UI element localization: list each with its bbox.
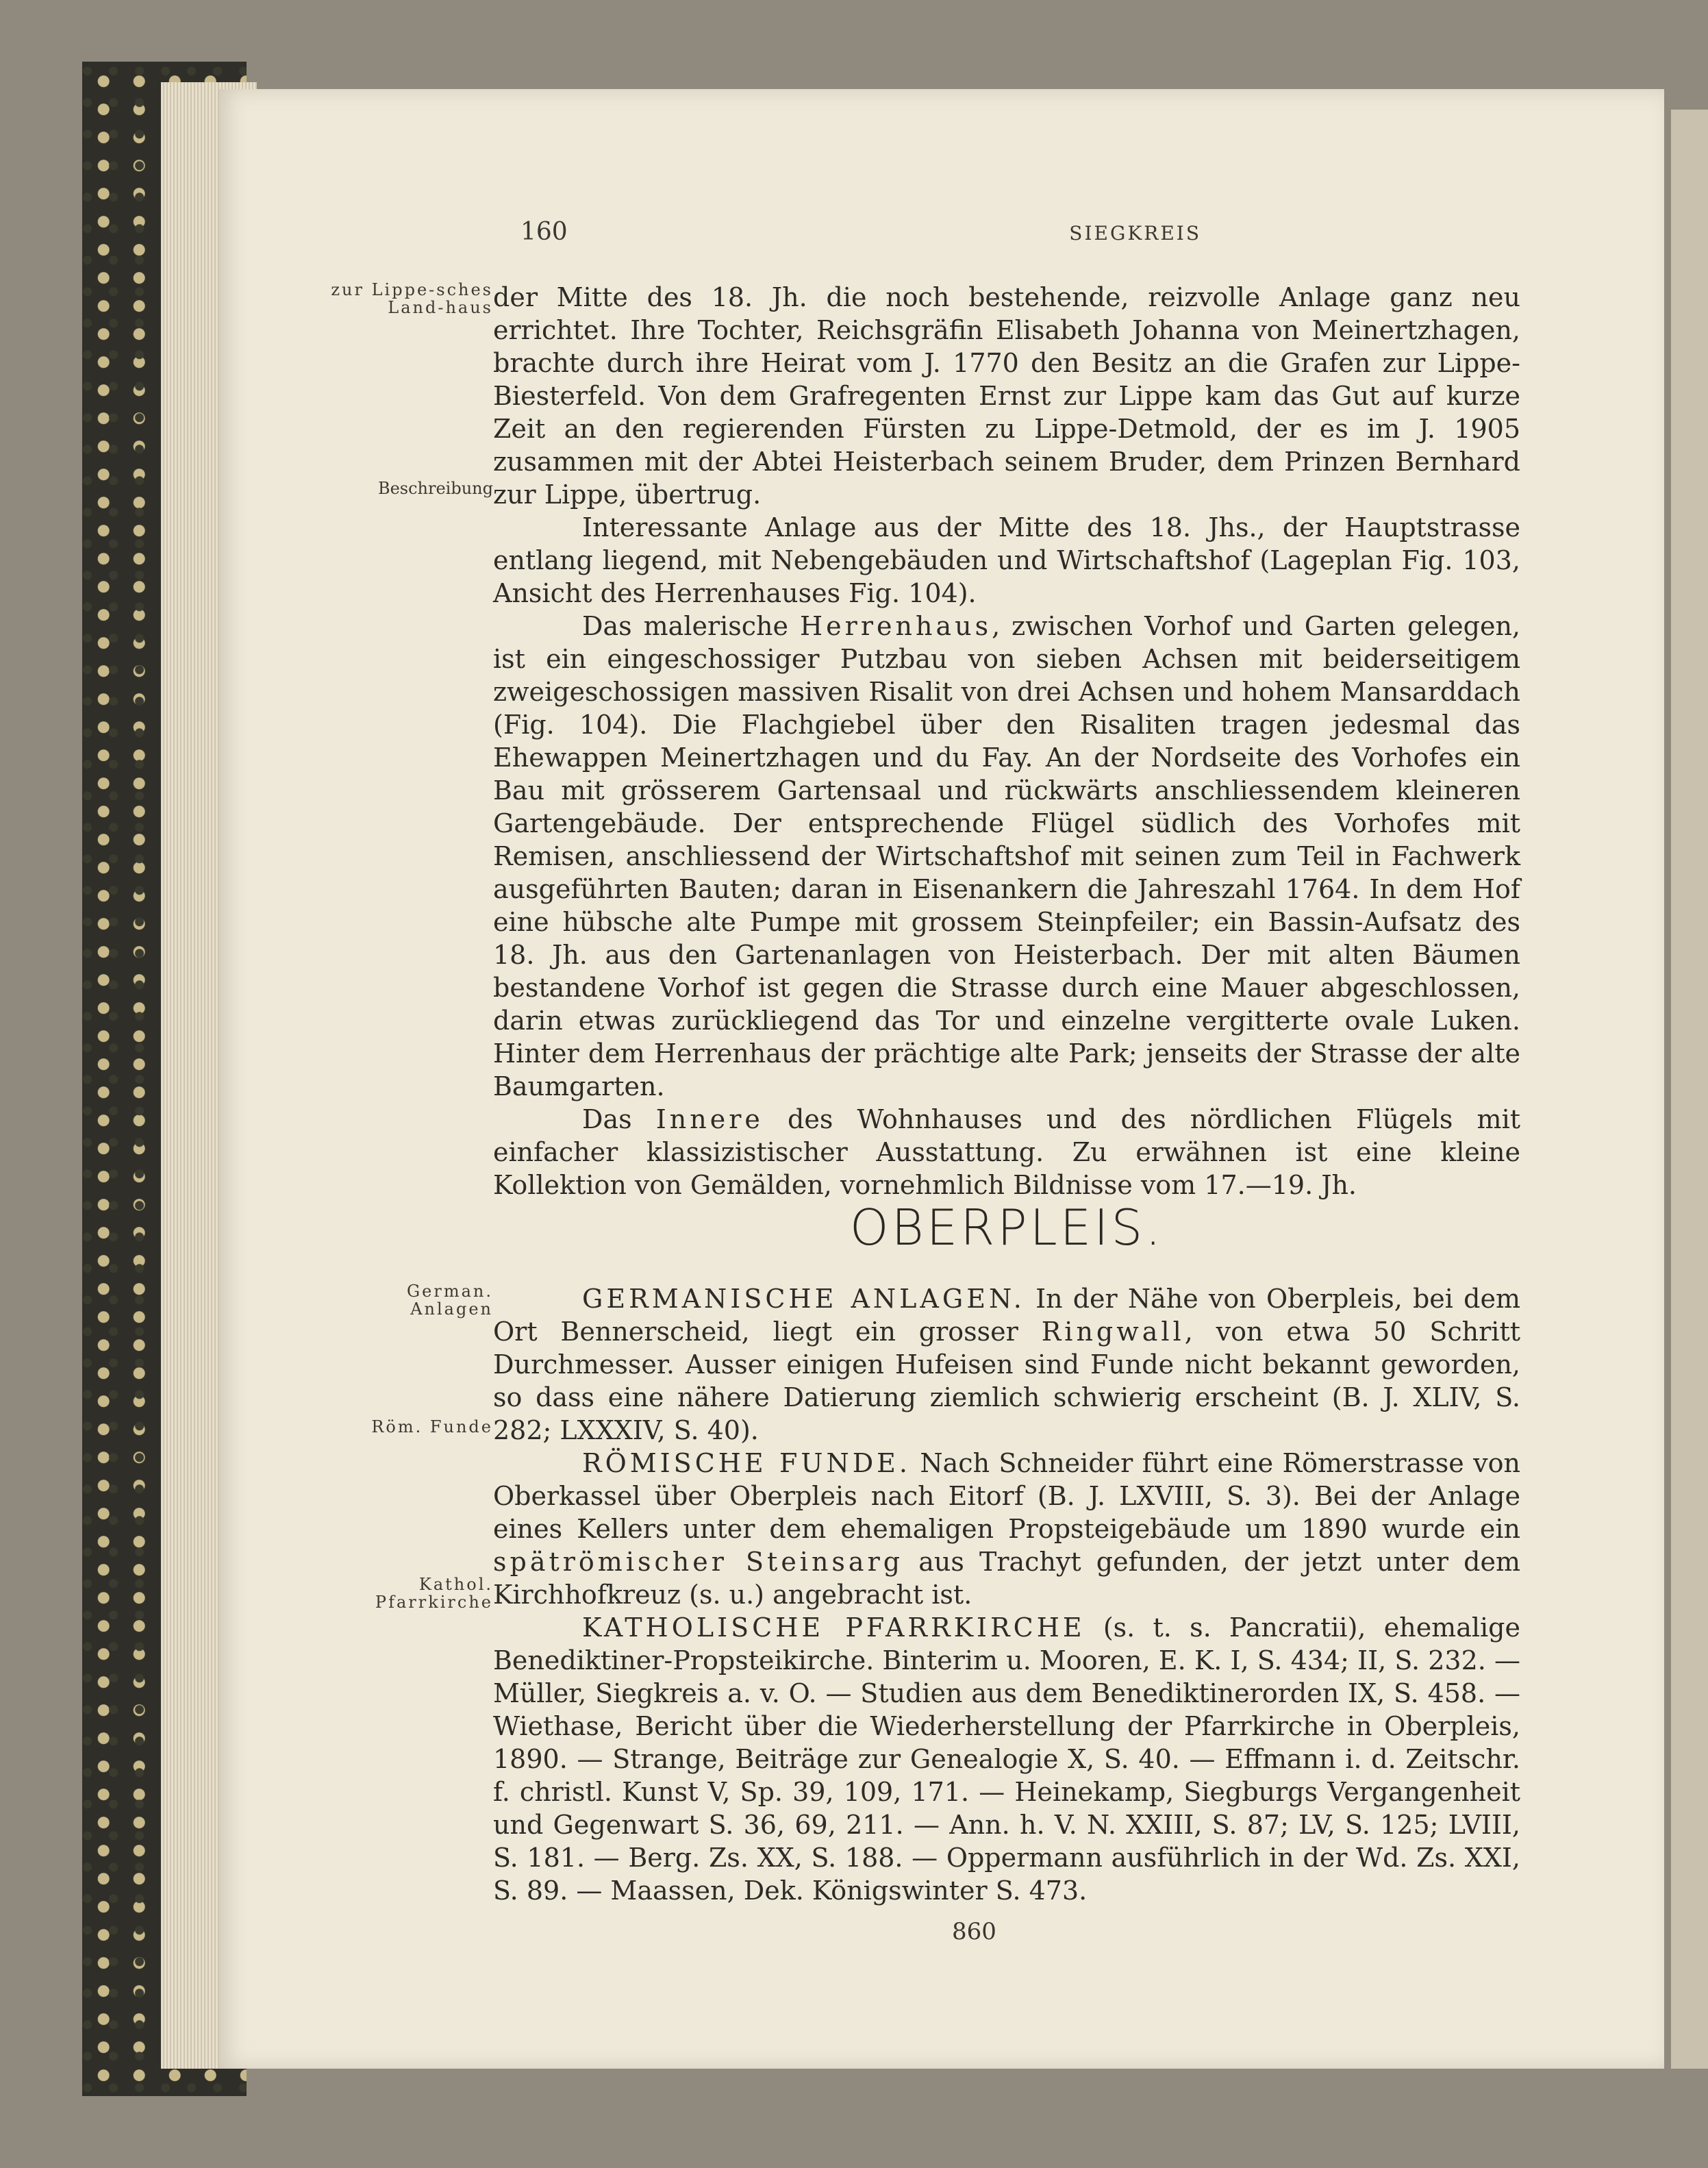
paragraph-1: der Mitte des 18. Jh. die noch bestehende, reizvolle Anlage ganz neu errichtet. Ihre Tochter, Reichsgräfin Elisabeth Johanna von Meinertzhagen, brachte durch ihre Heirat vom J. 1770 den Besitz an die Grafen zur Lippe-Biesterfeld. Von dem Grafregenten Ernst zur Lippe kam das Gut auf kurze Zeit an den regierenden Fürsten zu Lippe-Detmold, der es im J. 1905 zusammen mit der Abtei Heisterbach seinem Bruder, dem Prinzen Bernhard zur Lippe, übertrug. xyxy=(493,282,1520,510)
margin-note-roem: Röm. Funde xyxy=(371,1417,493,1436)
p3-spaced: Herrenhaus xyxy=(800,611,992,641)
roem-text-a: Nach Schneider führt eine Römerstrasse von Oberkassel über Oberpleis nach Eitorf (B. J. LXVIII, S. 3). Bei der Anlage eines Kellers unter dem ehemaligen Propsteigebäude um 1890 wurde ein xyxy=(493,1448,1520,1544)
margin-note-beschreibung: Beschreibung xyxy=(377,479,493,498)
steinsarg: spätrömischer Steinsarg xyxy=(493,1547,904,1577)
ringwall: Ringwall xyxy=(1041,1317,1185,1347)
roem-heading: RÖMISCHE FUNDE. xyxy=(582,1448,911,1478)
p3-rest: , zwischen Vorhof und Garten gelegen, ist ein eingeschossiger Putzbau von sieben Achsen mit beiderseitigem zweigeschossigen massiven Risalit von drei Achsen und hohem Mansarddach (Fig. 104). Die Flachgiebel über den Risaliten tragen jedesmal das Ehewappen Meinertzhagen und du Fay. An der Nordseite des Vorhofes ein Bau mit grösserem Gartensaal und rückwärts anschliessendem kleineren Gartengebäude. Der entsprechende Flügel südlich des Vorhofes mit Remisen, anschliessend der Wirtschaftshof mit seinen zum Teil in Fachwerk ausgeführten Bauten; daran in Eisenankern die Jahreszahl 1764. In dem Hof eine hübsche alte Pumpe mit grossem Steinpfeiler; ein Bassin-Aufsatz des 18. Jh. aus den Gartenanlagen von Heisterbach. Der mit alten Bäumen bestandene Vorhof ist gegen die Strasse durch eine Mauer abgeschlossen, darin etwas zurückliegend das Tor und einzelne vergitterte ovale Luken. Hinter dem Herrenhaus der prächtige alte Park; jenseits der Strasse der alte Baumgarten. xyxy=(493,611,1520,1101)
p4-rest: des Wohnhauses und des nördlichen Flügels mit einfacher klassizistischer Ausstattung. Zu erwähnen ist eine kleine Kollektion von Gemälden, vornehmlich Bildnisse vom 17.—19. Jh. xyxy=(493,1104,1520,1200)
facing-page-edge xyxy=(1671,110,1708,2069)
margin-note-german: German. Anlagen xyxy=(407,1282,493,1319)
german-text-b: , von etwa 50 Schritt Durchmesser. Ausser einigen Hufeisen sind Funde nicht bekannt geworden, so dass eine nähere Datierung ziemlich schwierig erscheint (B. J. XLIV, S. 282; LXXXIV, S. 40). xyxy=(493,1317,1520,1445)
running-head xyxy=(520,218,1530,246)
lower-text xyxy=(493,1282,1520,1907)
german-text-a: In der Nähe von Oberpleis, bei dem Ort Bennerscheid, liegt ein grosser xyxy=(493,1284,1520,1347)
margin-note-kathol: Kathol. Pfarrkirche xyxy=(375,1575,493,1612)
margin-note-lippe: zur Lippe-sches Land-haus xyxy=(331,280,493,317)
upper-text xyxy=(493,281,1520,1201)
paragraph-2: Interessante Anlage aus der Mitte des 18. Jhs., der Hauptstrasse entlang liegend, mit Nebengebäuden und Wirtschaftshof (Lageplan Fig. 103, Ansicht des Herrenhauses Fig. 104). xyxy=(493,512,1520,608)
kathol-heading: KATHOLISCHE PFARRKIRCHE xyxy=(582,1612,1085,1643)
p3-lead: Das malerische xyxy=(582,611,789,641)
kathol-text: (s. t. s. Pancratii), ehemalige Benediktiner-Propsteikirche. Binterim u. Mooren, E. K. I, S. 434; II, S. 232. — Müller, Siegkreis a. v. O. — Studien aus dem Benediktinerorden IX, S. 458. — Wiethase, Bericht über die Wiederherstellung der Pfarrkirche in Oberpleis, 1890. — Strange, Beiträge zur Genealogie X, S. 40. — Effmann i. d. Zeitschr. f. christl. Kunst V, Sp. 39, 109, 171. — Heinekamp, Siegburgs Vergangenheit und Gegenwart S. 36, 69, 211. — Ann. h. V. N. XXIII, S. 87; LV, S. 125; LVIII, S. 181. — Berg. Zs. XX, S. 188. — Oppermann ausführlich in der Wd. Zs. XXI, S. 89. — Maassen, Dek. Königswinter S. 473. xyxy=(493,1612,1520,1906)
roem-text-b: aus Trachyt gefunden, der jetzt unter dem Kirchhofkreuz (s. u.) angebracht ist. xyxy=(493,1547,1520,1610)
section-title: OBERPLEIS. xyxy=(849,1199,1164,1256)
running-title: SIEGKREIS xyxy=(1069,222,1201,245)
section-kathol xyxy=(493,1611,1520,1907)
p4-spaced: Innere xyxy=(655,1104,764,1134)
paragraph-3 xyxy=(493,610,1520,1103)
paragraph-4 xyxy=(493,1103,1520,1201)
signature-number: 860 xyxy=(952,1918,996,1945)
p4-lead: Das xyxy=(582,1104,632,1134)
page-number: 160 xyxy=(520,218,568,246)
section-roem xyxy=(493,1447,1520,1611)
german-heading: GERMANISCHE ANLAGEN. xyxy=(582,1284,1025,1314)
section-german xyxy=(493,1282,1520,1447)
